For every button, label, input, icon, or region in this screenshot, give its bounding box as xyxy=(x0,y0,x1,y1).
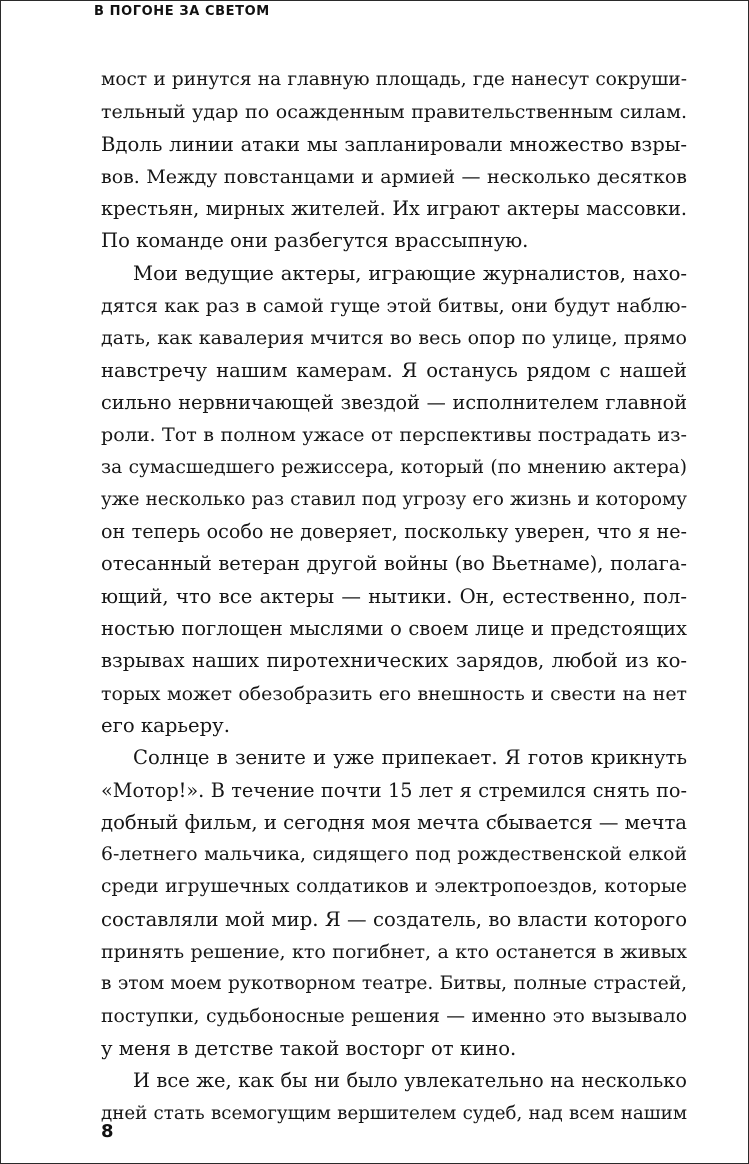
text-line: его карьеру. xyxy=(101,713,230,737)
text-line: торых может обезобразить его внешность и свести на нет xyxy=(101,682,687,705)
text-line: ющий, что все актеры — нытики. Он, естественно, пол- xyxy=(101,584,687,608)
text-line: дать, как кавалерия мчится во весь опор по улице, прямо xyxy=(101,327,687,350)
text-line: вов. Между повстанцами и армией — несколько десятков xyxy=(101,165,687,188)
text-line: среди игрушечных солдатиков и электропоездов, которые xyxy=(101,876,687,898)
running-head: В ПОГОНЕ ЗА СВЕТОМ xyxy=(94,4,270,19)
text-line: отесанный ветеран другой войны (во Вьетнаме), полага- xyxy=(101,552,687,576)
text-line: у меня в детстве такой восторг от кино. xyxy=(101,1036,517,1060)
text-line: Солнце в зените и уже припекает. Я готов крикнуть xyxy=(133,746,687,770)
text-line: И все же, как бы ни было увлекательно на несколько xyxy=(133,1069,687,1093)
text-line: он теперь особо не доверяет, поскольку уверен, что я не- xyxy=(101,520,687,544)
body-text xyxy=(101,64,687,1130)
text-line: ностью поглощен мыслями о своем лице и предстоящих xyxy=(101,617,687,641)
text-line: дней стать всемогущим вершителем судеб, над всем нашим xyxy=(101,1102,687,1124)
text-line: дятся как раз в самой гуще этой битвы, они будут наблю- xyxy=(101,295,687,318)
text-line: Вдоль линии атаки мы запланировали множество взры- xyxy=(101,132,687,156)
text-line: роли. Тот в полном ужасе от перспективы пострадать из- xyxy=(101,423,687,447)
text-line: принять решение, кто погибнет, а кто останется в живых xyxy=(101,941,687,964)
text-line: крестьян, мирных жителей. Их играют актеры массовки. xyxy=(101,197,687,221)
text-line: По команде они разбегутся врассыпную. xyxy=(101,229,529,253)
text-line: уже несколько раз ставил под угрозу его жизнь и которому xyxy=(101,488,687,510)
text-line: тельный удар по осажденным правительственным силам. xyxy=(101,101,687,124)
page-number: 8 xyxy=(101,1121,114,1142)
text-line: в этом моем рукотворном театре. Битвы, полные страстей, xyxy=(101,973,687,995)
text-line: добный фильм, и сегодня моя мечта сбывается — мечта xyxy=(101,810,687,834)
text-line: поступки, судьбоносные решения — именно это вызывало xyxy=(101,1005,687,1027)
text-line: за сумасшедшего режиссера, который (по мнению актера) xyxy=(101,456,687,478)
text-line: навстречу нашим камерам. Я останусь рядом с нашей xyxy=(101,358,687,382)
text-line: сильно нервничающей звездой — исполнителем главной xyxy=(101,390,687,414)
text-line: мост и ринутся на главную площадь, где нанесут сокруши- xyxy=(101,69,687,90)
text-line: составляли мой мир. Я — создатель, во власти которого xyxy=(101,907,687,931)
text-line: 6-летнего мальчика, сидящего под рождественской елкой xyxy=(101,844,687,866)
text-line: взрывах наших пиротехнических зарядов, любой из ко- xyxy=(101,649,687,673)
text-line: «Мотор!». В течение почти 15 лет я стремился снять по- xyxy=(101,778,687,802)
text-line: Мои ведущие актеры, играющие журналистов, нахо- xyxy=(133,261,687,285)
